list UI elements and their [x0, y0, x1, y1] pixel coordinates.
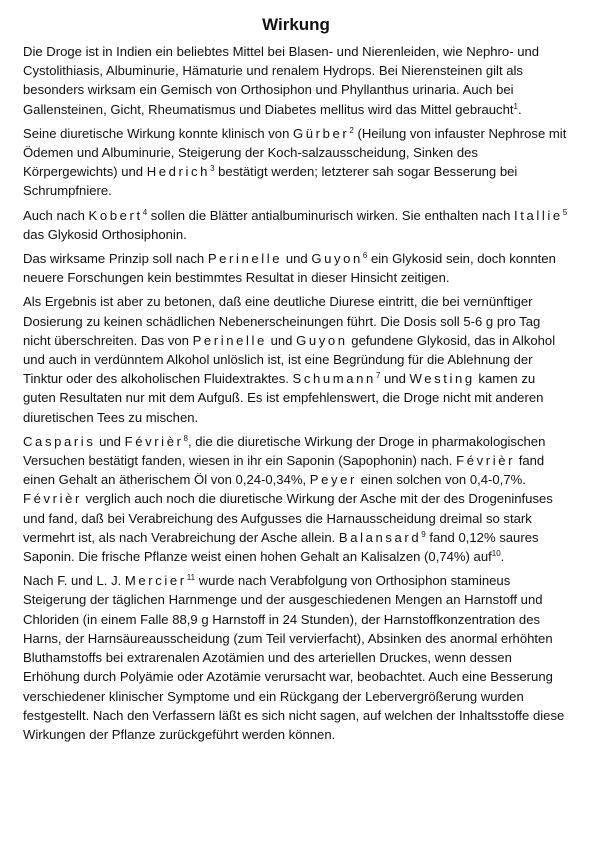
text: wurde nach Verabfolgung von Orthosiphon stamineus Steigerung der täglichen Harnmenge und der ausgeschiedenen Mengen an Harnstoff und Chloriden (in einem Falle 88,9 g Harnstoff in 24 Stunden), der Harnstoffkonzentration des Harns, der Harnsäureausscheidung (zum Teil vervierfacht), Absinken des anormal erhöhten Bluthamstoffs bei extrarenalen Azotämien und des arteriellen Druckes, wenn dessen Erhöhung durch Polyämie oder Azotämie verursacht war, beobachtet. Auch eine Besserung verschiedener klinischer Symptome und ein Rückgang der Lebervergrößerung wurden festgestellt. Nach den Verfassern läßt es sich nicht sagen, auf welchen der Inhaltsstoffe diese Wirkungen der Pflanze zurückgeführt werden können. — [23, 573, 565, 742]
text: verglich auch noch die diuretische Wirkung der Asche mit der des Drogeninfuses und fand, daß bei Verabreichung des Aufgusses die Harnausscheidung dreimal so stark vermehrt ist, als nach Verabreichung der Asche allein. — [23, 491, 553, 545]
footnote-ref: 5 — [562, 207, 568, 217]
author-name: Perinelle — [207, 251, 283, 267]
text: Das wirksame Prinzip soll nach — [23, 251, 208, 267]
author-name: Perinelle — [192, 332, 267, 348]
footnote-ref: 3 — [210, 164, 215, 174]
text: und — [95, 433, 125, 449]
paragraph-5 — [23, 292, 569, 426]
text: Die Droge ist in Indien ein beliebtes Mittel bei Blasen- und Nierenleiden, wie Nephro- und Cystolithiasis, Albuminurie, Hämaturie und renalem Hydrops. Bei Nierensteinen gilt als besonders wirksam ein Gemisch von Orthosiphon und Phyllanthus urinaria. Auch bei Gallensteinen, Gicht, Rheumatismus und Diabetes mellitus wird das Mittel gebraucht — [23, 44, 540, 117]
text: . — [517, 101, 522, 117]
text: Als Ergebnis ist aber zu betonen, daß eine deutliche Diurese eintritt, die bei vernünftiger Dosierung zu keinen schädlichen Nebenerscheinungen führt. Die Dosis soll 5-6 g pro Tag nicht überschreiten. Das von — [23, 294, 541, 348]
author-name: Balansard — [338, 529, 422, 545]
text: . — [500, 549, 505, 565]
footnote-ref: 9 — [421, 529, 426, 539]
text: Nach F. und L. J. — [23, 573, 125, 589]
footnote-ref: 2 — [349, 125, 354, 135]
author-name: Kobert — [88, 207, 143, 223]
paragraph-3 — [23, 206, 569, 244]
text: das Glykosid Orthosiphonin. — [23, 226, 187, 242]
author-name: Févrièr — [124, 433, 184, 449]
footnote-ref: 4 — [142, 207, 148, 217]
text: gefundene Glykosid, das in Alkohol und auch in verdünntem Alkohol unlöslich ist, ist eine Begründung für die Ablehnung der Tinktur oder des alkoholischen Fluidextraktes. — [23, 332, 556, 387]
footnote-ref: 1 — [513, 101, 518, 111]
author-name: Févrièr — [23, 491, 82, 507]
text: Seine diuretische Wirkung konnte klinisch von — [23, 125, 294, 141]
paragraph-2 — [23, 124, 569, 201]
text: (Heilung von infauster Nephrose mit Ödemen und Albuminurie, Steigerung der Koch-salzausscheidung, Sinken des Körpergewichts) und — [23, 125, 567, 180]
text: sollen die Blätter antialbuminurisch wirken. Sie enthalten nach — [147, 207, 514, 223]
author-name: Westing — [409, 371, 475, 387]
author-name: Itallie — [514, 207, 563, 223]
text: bestätigt werden; letzterer sah sogar Besserung bei Schrumpfniere. — [23, 164, 518, 199]
author-name: Févrièr — [456, 453, 516, 469]
author-name: Hedrich — [146, 164, 211, 180]
paragraph-7 — [23, 571, 569, 744]
text: Auch nach — [23, 207, 89, 223]
text: kamen zu guten Resultaten nur mit dem Aufguß. Es ist empfehlenswert, die Droge nicht mit anderen diuretischen Tees zu mischen. — [23, 371, 544, 425]
text: , die die diuretische Wirkung der Droge in pharmakologischen Versuchen bestätigt fanden, wiesen in ihr ein Saponin (Sapophonin) nach. — [23, 433, 546, 469]
section-title: Wirkung — [262, 15, 330, 34]
author-name: Gürber — [293, 125, 350, 141]
text: und — [282, 251, 312, 267]
author-name: Peyer — [309, 472, 357, 488]
author-name: Mercier — [124, 573, 187, 589]
text: einen solchen von 0,4-0,7%. — [357, 472, 526, 488]
author-name: Schumann — [292, 371, 376, 387]
footnote-ref: 7 — [375, 371, 381, 381]
footnote-ref: 10 — [491, 549, 501, 559]
paragraph-6 — [23, 432, 569, 566]
paragraph-4 — [23, 249, 569, 287]
text: und — [380, 371, 410, 387]
author-name: Guyon — [311, 251, 363, 267]
footnote-ref: 6 — [362, 251, 368, 261]
footnote-ref: 8 — [183, 433, 188, 443]
text: fand einen Gehalt an ätherischem Öl von 0,24-0,34%, — [23, 453, 545, 488]
footnote-ref: 11 — [186, 573, 196, 583]
text: fand 0,12% saures Saponin. Die frische Pflanze weist einen hohen Gehalt an Kalisalzen (0,74%) auf — [23, 529, 539, 565]
text: ein Glykosid sein, doch konnten neuere Forschungen kein bestimmtes Resultat in dieser Hinsicht zeitigen. — [23, 251, 556, 286]
author-name: Casparis — [23, 433, 96, 449]
text: und — [266, 332, 297, 348]
paragraph-1 — [23, 42, 569, 119]
author-name: Guyon — [296, 332, 348, 348]
